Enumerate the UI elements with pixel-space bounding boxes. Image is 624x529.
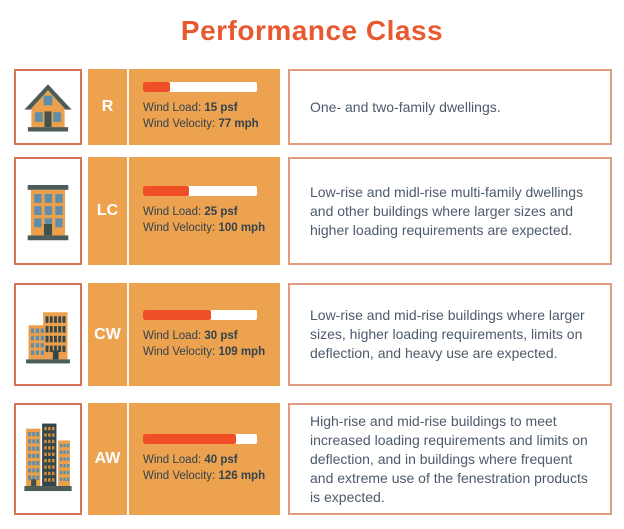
wind-stats — [129, 69, 280, 145]
wind-load-bar-fill — [143, 310, 211, 320]
class-description: Low-rise and midl-rise multi-family dwellings and other buildings where larger sizes and higher loading requirements are expected. — [310, 183, 584, 238]
building-icon-box — [14, 283, 82, 386]
wind-velocity-value: 77 mph — [218, 118, 259, 130]
wind-load-value: 25 psf — [204, 206, 238, 218]
wind-velocity-line — [143, 220, 280, 236]
class-panel — [88, 403, 280, 515]
wind-load-bar — [143, 82, 257, 92]
wind-load-bar-fill — [143, 82, 170, 92]
class-panel — [88, 157, 280, 265]
class-description-box — [288, 157, 612, 265]
wind-load-bar-fill — [143, 434, 236, 444]
wind-velocity-line — [143, 468, 280, 484]
wind-velocity-label: Wind Velocity: — [143, 222, 216, 234]
wind-stats — [129, 403, 280, 515]
wind-stats — [129, 157, 280, 265]
class-panel — [88, 283, 280, 386]
wind-stats — [129, 283, 280, 386]
wind-load-label: Wind Load: — [143, 454, 202, 466]
class-description-box — [288, 283, 612, 386]
class-label: CW — [94, 325, 121, 343]
apartment-icon — [22, 175, 74, 247]
class-description: High-rise and mid-rise buildings to meet increased loading requirements and limits on deflection, and in buildings where frequent and extreme use of the fenestration products is expected. — [310, 412, 588, 505]
wind-velocity-value: 100 mph — [218, 222, 266, 234]
wind-velocity-label: Wind Velocity: — [143, 470, 216, 482]
class-label: R — [101, 98, 114, 115]
wind-load-label: Wind Load: — [143, 206, 202, 218]
wind-load-label: Wind Load: — [143, 102, 202, 114]
wind-load-value: 15 psf — [204, 102, 238, 114]
midrise-building-icon — [22, 299, 74, 371]
wind-load-label: Wind Load: — [143, 329, 202, 342]
building-icon-box — [14, 69, 82, 145]
building-icon-box — [14, 403, 82, 515]
wind-load-line — [143, 452, 280, 468]
row-class-r — [14, 69, 624, 145]
wind-velocity-line — [143, 116, 280, 132]
row-class-lc — [14, 157, 624, 265]
class-panel — [88, 69, 280, 145]
row-class-aw — [14, 403, 624, 515]
page-title: Performance Class — [180, 15, 444, 46]
house-icon — [20, 79, 76, 135]
wind-load-bar — [143, 434, 257, 444]
class-label: AW — [94, 450, 121, 467]
wind-load-bar-fill — [143, 186, 189, 196]
building-icon-box — [14, 157, 82, 265]
class-rows — [0, 69, 624, 515]
wind-velocity-label: Wind Velocity: — [143, 345, 216, 358]
wind-load-value: 30 psf — [204, 329, 238, 342]
wind-velocity-value: 109 mph — [218, 345, 266, 358]
wind-load-bar — [143, 186, 257, 196]
wind-load-line — [143, 328, 280, 344]
wind-load-value: 40 psf — [204, 454, 238, 466]
class-label: LC — [96, 202, 119, 219]
wind-velocity-line — [143, 344, 280, 360]
wind-velocity-label: Wind Velocity: — [143, 118, 216, 130]
row-class-cw — [14, 283, 624, 386]
highrise-building-icon — [21, 418, 75, 500]
class-description: Low-rise and mid-rise buildings where larger sizes, higher loading requirements, limits on deflection, and heavy use are expected. — [310, 307, 585, 361]
wind-load-bar — [143, 310, 257, 320]
class-description-box — [288, 69, 612, 145]
wind-load-line — [143, 100, 280, 116]
class-description-box — [288, 403, 612, 515]
wind-load-line — [143, 204, 280, 220]
class-description: One- and two-family dwellings. — [310, 98, 501, 115]
wind-velocity-value: 126 mph — [218, 470, 266, 482]
